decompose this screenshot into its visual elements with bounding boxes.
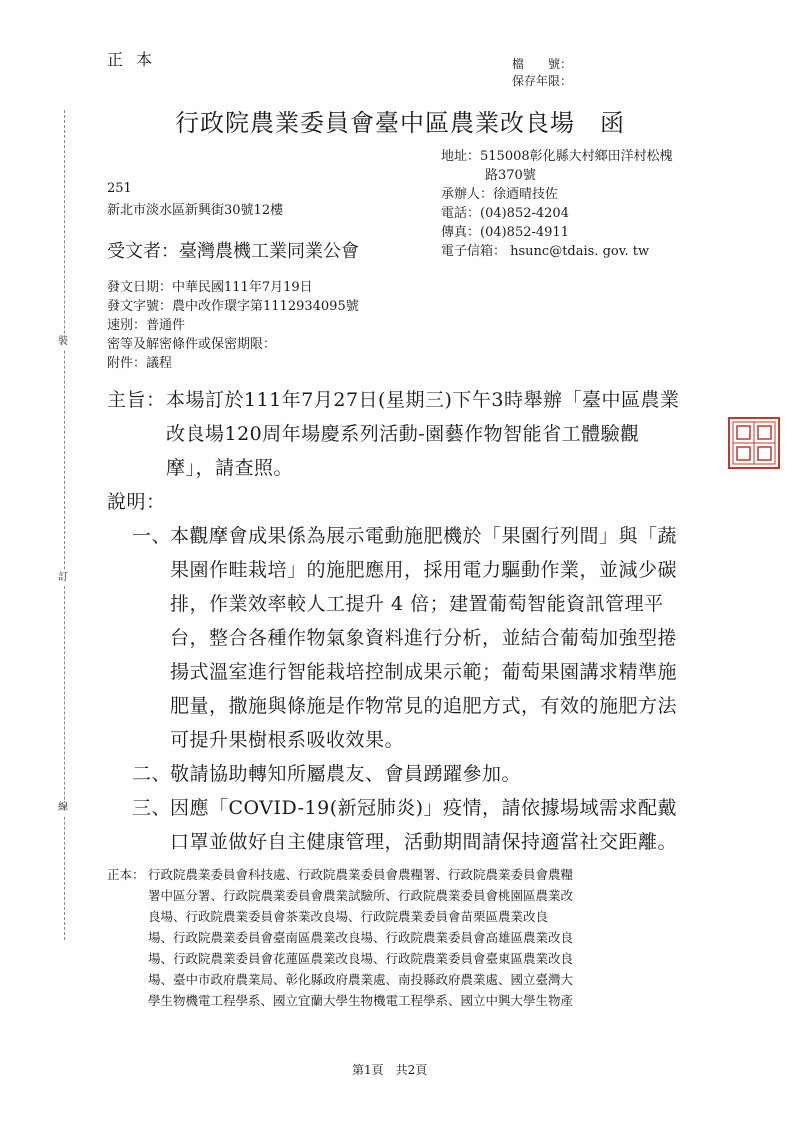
sender-address-line2: 路370號 [485,168,536,183]
item-1-line: 排，作業效率較人工提升 4 倍；建置葡萄智能資訊管理平 [170,593,664,615]
cc-line: 場、臺中市政府農業局、彰化縣政府農業處、南投縣政府農業處、國立臺灣大 [148,972,574,987]
copy-mark: 正 本 [107,50,157,69]
item-1-line: 可提升果樹根系吸收效果。 [170,729,405,751]
sender-phone: 電話：(04)852-4204 [441,206,569,221]
binding-char-zhuang: 裝 [58,334,68,350]
sender-email: 電子信箱： hsunc@tdais. gov. tw [441,244,650,259]
item-1-line: 肥量，撒施與條施是作物常見的追肥方式，有效的施肥方法 [170,695,678,717]
item-2-number: 二、 [132,763,172,785]
item-2-line: 敬請協助轉知所屬農友、會員踴躍參加。 [170,763,522,785]
cc-line: 場、行政院農業委員會臺南區農業改良場、行政院農業委員會高雄區農業改良 [148,930,574,945]
subject-line-1: 本場訂於111年7月27日(星期三)下午3時舉辦「臺中區農業 [166,389,680,411]
recipient-postcode: 251 [107,181,132,196]
item-1-number: 一、 [132,525,172,547]
document-number: 發文字號：農中改作環字第1112934095號 [107,299,359,314]
secrecy: 密等及解密條件或保密期限： [107,337,277,352]
explain-label: 說明： [107,491,166,513]
item-3-line: 因應「COVID-19(新冠肺炎)」疫情，請依據場域需求配戴 [170,797,678,819]
issue-date: 發文日期：中華民國111年7月19日 [107,280,313,295]
retention-label: 保存年限： [512,74,573,88]
cc-line: 學生物機電工程學系、國立宜蘭大學生物機電工程學系、國立中興大學生物產 [148,993,574,1008]
binding-char-ding: 訂 [58,570,68,586]
speed: 速別：普通件 [107,318,186,333]
item-3-number: 三、 [132,797,172,819]
item-1-line: 台，整合各種作物氣象資料進行分析，並結合葡萄加強型捲 [170,627,678,649]
binding-char-xian: 線 [58,800,68,816]
cc-line: 場、行政院農業委員會花蓮區農業改良場、行政院農業委員會臺東區農業改良 [148,951,574,966]
sender-contact: 承辦人：徐逎晴技佐 [441,187,559,202]
sender-fax: 傳真：(04)852-4911 [441,225,569,240]
recipient: 受文者：臺灣農機工業同業公會 [107,241,359,262]
official-seal-icon [727,416,781,470]
page-footer: 第1頁 共2頁 [352,1063,428,1077]
attachment: 附件：議程 [107,356,173,371]
cc-line: 行政院農業委員會科技處、行政院農業委員會農糧署、行政院農業委員會農糧 [148,867,574,882]
cc-line: 良場、行政院農業委員會茶業改良場、行政院農業委員會苗栗區農業改良 [148,909,549,924]
sender-address-line1: 地址：515008彰化縣大村鄉田洋村松槐 [441,149,673,164]
item-3-line: 口罩並做好自主健康管理，活動期間請保持適當社交距離。 [170,831,678,853]
cc-label: 正本： [107,867,145,882]
subject-label: 主旨： [107,389,166,411]
cc-line: 署中區分署、行政院農業委員會農業試驗所、行政院農業委員會桃園區農業改 [148,888,574,903]
item-1-line: 果園作畦栽培」的施肥應用，採用電力驅動作業，並減少碳 [170,559,678,581]
file-no-label: 檔 號： [512,57,573,71]
recipient-address: 新北市淡水區新興街30號12樓 [107,203,284,218]
item-1-line: 揚式溫室進行智能栽培控制成果示範；葡萄果園講求精準施 [170,661,678,683]
subject-line-3: 摩」，請查照。 [166,457,294,479]
subject-line-2: 改良場120周年場慶系列活動-園藝作物智能省工體驗觀 [166,423,640,445]
document-title: 行政院農業委員會臺中區農業改良場 函 [175,109,625,137]
item-1-line: 本觀摩會成果係為展示電動施肥機於「果園行列間」與「蔬 [170,525,678,547]
